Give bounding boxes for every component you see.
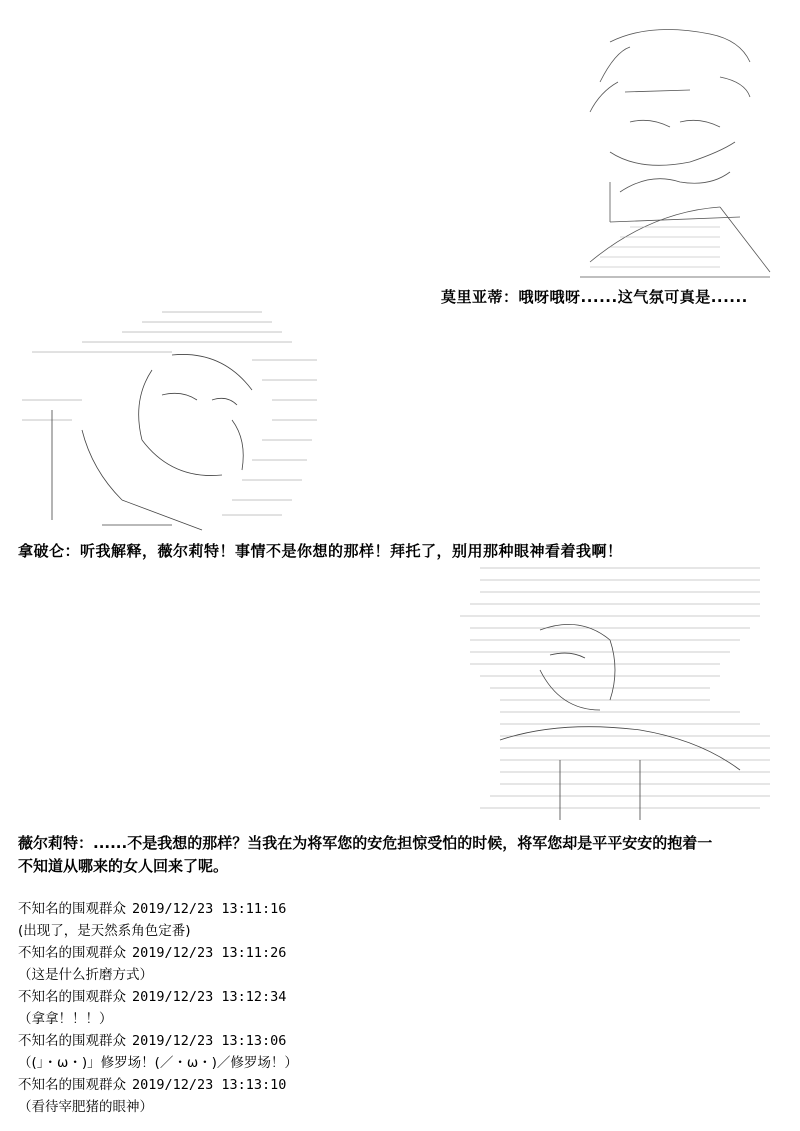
comment-text: （(」・ω・)」修罗场！(／・ω・)／修罗场！） xyxy=(18,1055,298,1071)
comment-user: 不知名的围观群众 xyxy=(18,1033,126,1049)
comment-user: 不知名的围观群众 xyxy=(18,989,126,1005)
dialogue-violet-line1: 薇尔莉特：......不是我想的那样？当我在为将军您的安危担惊受怕的时候，将军您却是平平安安的抱着一 xyxy=(18,834,713,852)
comment-text: （拿拿！！！） xyxy=(18,1011,113,1027)
caption-napoleon: 拿破仑：听我解释，薇尔莉特！事情不是你想的那样！拜托了，别用那种眼神看着我啊！ xyxy=(18,542,623,560)
comment-time: 2019/12/23 13:13:10 xyxy=(132,1077,287,1093)
comment-item xyxy=(18,1030,298,1074)
dialogue-violet xyxy=(18,832,788,878)
ascii-art-violet xyxy=(440,560,780,825)
comment-text: （看待宰肥猪的眼神） xyxy=(18,1099,153,1115)
comment-time: 2019/12/23 13:12:34 xyxy=(132,989,287,1005)
caption-moriarty: 莫里亚蒂：哦呀哦呀......这气氛可真是...... xyxy=(441,288,748,306)
comment-item xyxy=(18,1074,298,1118)
comment-text: （这是什么折磨方式） xyxy=(18,967,153,983)
comment-list xyxy=(18,898,298,1118)
comment-text: (出现了，是天然系角色定番) xyxy=(18,923,191,939)
comment-time: 2019/12/23 13:13:06 xyxy=(132,1033,287,1049)
comment-time: 2019/12/23 13:11:16 xyxy=(132,901,287,917)
comment-item xyxy=(18,898,298,942)
dialogue-violet-line2: 不知道从哪来的女人回来了呢。 xyxy=(18,857,229,875)
ascii-art-napoleon xyxy=(22,300,322,535)
comment-time: 2019/12/23 13:11:26 xyxy=(132,945,287,961)
comment-item xyxy=(18,986,298,1030)
comment-user: 不知名的围观群众 xyxy=(18,901,126,917)
comment-user: 不知名的围观群众 xyxy=(18,1077,126,1093)
comment-user: 不知名的围观群众 xyxy=(18,945,126,961)
ascii-art-moriarty xyxy=(570,22,785,282)
comment-item xyxy=(18,942,298,986)
